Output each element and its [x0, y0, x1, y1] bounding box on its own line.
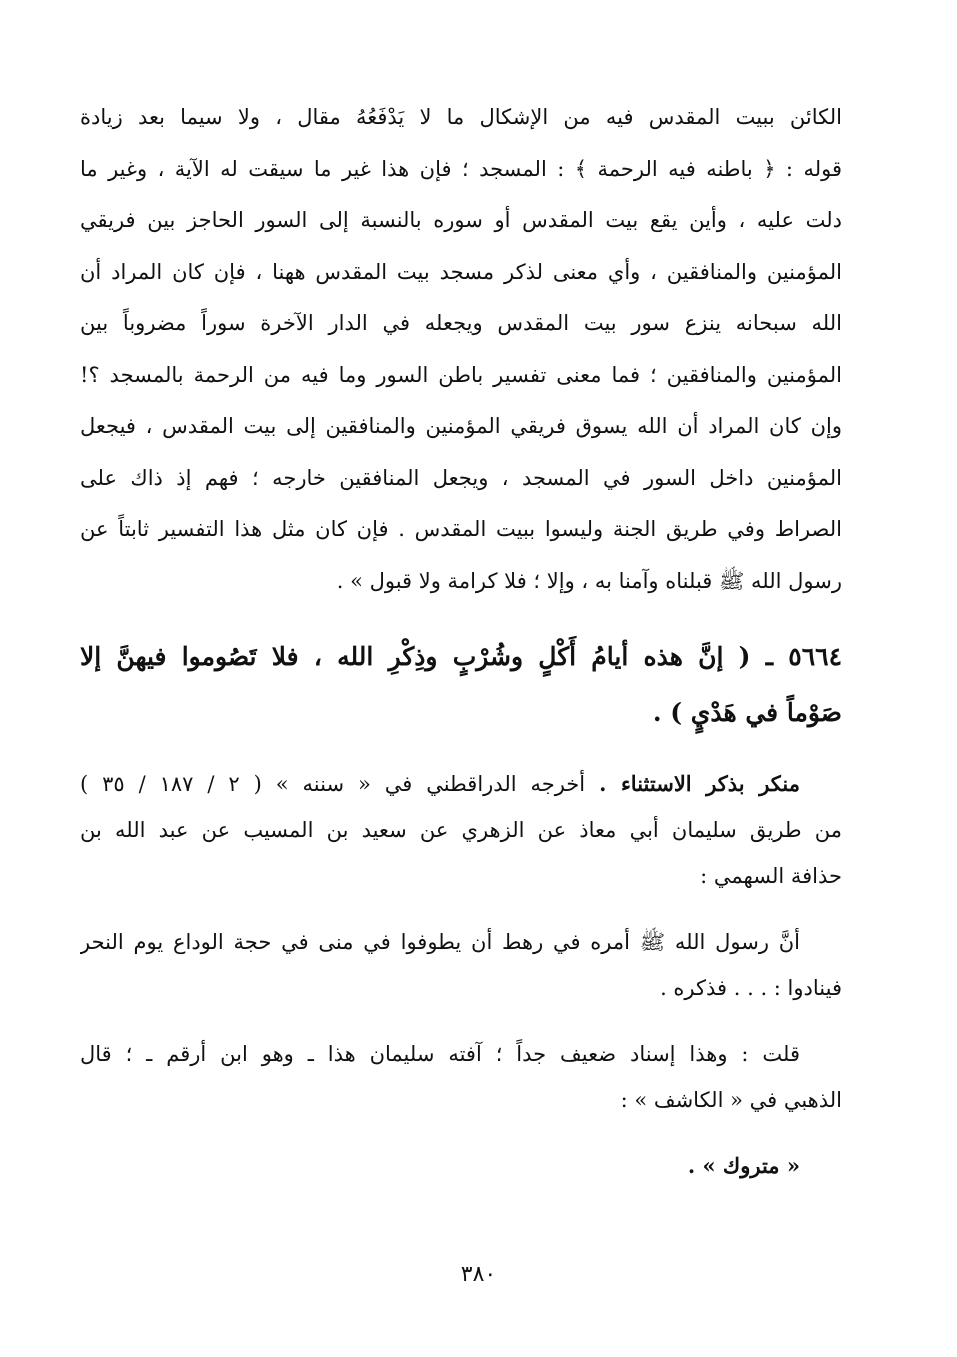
text-line: فينادوا : . . . فذكره .	[660, 976, 842, 1000]
text-line: المؤمنين والمنافقين ، وأي معنى لذكر مسجد بيت المقدس ههنا ، فإن كان المراد أن	[80, 259, 842, 284]
text-line: المؤمنين داخل السور في المسجد ، ويجعل المنافقين خارجه ؛ فهم إذ ذاك على	[80, 465, 842, 490]
text-line: من طريق سليمان أبي معاذ عن الزهري عن سعيد بن المسيب عن عبد الله بن	[80, 818, 842, 842]
text-line: حذافة السهمي :	[700, 864, 842, 888]
text-line: دلت عليه ، وأين يقع بيت المقدس أو سوره بالنسبة إلى السور الحاجز بين فريقي	[80, 208, 842, 232]
commentary-paragraph	[80, 92, 842, 607]
grading-verdict: منكر بذكر الاستثناء .	[599, 771, 800, 796]
page-body	[80, 92, 842, 1189]
text-line: الصراط وفي طريق الجنة وليسوا ببيت المقدس . فإن كان مثل هذا التفسير ثابتاً عن	[80, 517, 842, 541]
grading-first-line	[80, 761, 842, 807]
text-line: المؤمنين والمنافقين ؛ فما معنى تفسير باطن السور وما فيه من الرحمة بالمسجد ؟!	[80, 362, 842, 387]
narration-paragraph	[80, 919, 842, 1011]
text-line: قلت : وهذا إسناد ضعيف جداً ؛ آفته سليمان هذا ـ وهو ابن أرقم ـ ؛ قال	[80, 1042, 800, 1066]
text-line: رسول الله ﷺ قبلناه وآمنا به ، وإلا ؛ فلا كرامة ولا قبول » .	[336, 568, 842, 593]
quote-paragraph	[80, 1143, 842, 1189]
quote-text: « متروك » .	[687, 1153, 800, 1178]
hadith-line: ٥٦٦٤ ـ ( إنَّ هذه أيامُ أَكْلٍ وشُرْبٍ وذِكْرِ الله ، فلا تَصُوموا فيهنَّ إلا	[80, 642, 842, 671]
grading-source: أخرجه الدراقطني في « سننه » ( ٢ / ١٨٧ / ٣٥ )	[80, 772, 586, 796]
text-line: أنَّ رسول الله ﷺ أمره في رهط أن يطوفوا في منى في حجة الوداع يوم النحر	[80, 930, 800, 954]
text-line: الذهبي في « الكاشف » :	[620, 1088, 842, 1112]
grading-paragraph	[80, 761, 842, 899]
hadith-heading	[80, 629, 842, 741]
page-number: ٣٨٠	[460, 1262, 497, 1287]
text-line: وإن كان المراد أن الله يسوق فريقي المؤمنين والمنافقين إلى بيت المقدس ، فيجعل	[80, 414, 842, 438]
comment-paragraph	[80, 1031, 842, 1123]
text-line: الله سبحانه ينزع سور بيت المقدس ويجعله في الدار الآخرة سوراً مضروباً بين	[80, 311, 842, 335]
hadith-line: صَوْماً في هَدْيٍ ) .	[652, 698, 842, 727]
text-line: الكائن ببيت المقدس فيه من الإشكال ما لا يَدْفَعُهُ مقال ، ولا سيما بعد زيادة	[80, 105, 842, 129]
text-line: قوله : ﴿ باطنه فيه الرحمة ﴾ : المسجد ؛ فإن هذا غير ما سيقت له الآية ، وغير ما	[80, 156, 842, 181]
